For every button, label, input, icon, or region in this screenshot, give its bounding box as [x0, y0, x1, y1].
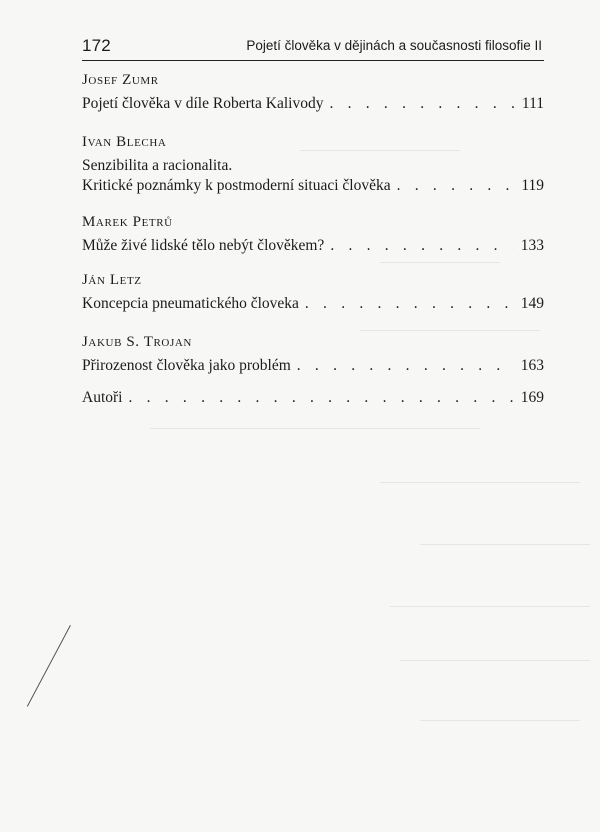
toc-title: Může živé lidské tělo nebýt člověkem?	[82, 237, 325, 254]
toc-entry	[82, 70, 544, 114]
toc-entry	[82, 212, 544, 256]
toc-entry	[82, 132, 544, 196]
toc-page-number: 149	[520, 295, 544, 312]
toc-page-number: 133	[520, 237, 544, 254]
dot-leader	[291, 356, 513, 376]
bleed-through-mark	[390, 606, 590, 607]
toc-author: Jakub S. Trojan	[82, 334, 192, 350]
toc-line[interactable]	[82, 94, 544, 114]
bleed-through-mark	[420, 544, 590, 545]
toc-author: Josef Zumr	[82, 72, 159, 88]
dot-leader	[122, 388, 512, 408]
toc-title: Přirozenost člověka jako problém	[82, 357, 291, 374]
toc-author: Ivan Blecha	[82, 134, 167, 150]
toc-title: Koncepcia pneumatického človeka	[82, 295, 299, 312]
dot-leader	[323, 94, 513, 114]
toc-page-number: 111	[521, 95, 544, 112]
toc-title: Autoři	[82, 389, 123, 406]
toc-page-number: 119	[521, 177, 544, 194]
toc-title-line: Senzibilita a racionalita.	[82, 157, 233, 174]
bleed-through-mark	[380, 482, 580, 483]
dot-leader	[299, 294, 513, 314]
toc-line[interactable]	[82, 236, 544, 256]
toc-entry	[82, 388, 544, 408]
page-number: 172	[82, 36, 111, 55]
dot-leader	[324, 236, 512, 256]
running-title: Pojetí člověka v dějinách a současnosti filosofie II	[246, 38, 542, 53]
page-header	[82, 34, 544, 61]
toc-title: Kritické poznámky k postmoderní situaci člověka	[82, 177, 391, 194]
toc-line[interactable]	[82, 356, 544, 376]
toc-page-number: 169	[520, 389, 544, 406]
bleed-through-mark	[380, 262, 500, 263]
toc-title: Pojetí člověka v díle Roberta Kalivody	[82, 95, 324, 112]
bleed-through-mark	[150, 428, 480, 429]
toc-entry	[82, 332, 544, 376]
toc-author: Marek Petrů	[82, 214, 173, 230]
toc-line[interactable]	[82, 176, 544, 196]
bleed-through-mark	[360, 330, 540, 331]
toc-line[interactable]	[82, 388, 544, 408]
dot-leader	[391, 176, 514, 196]
toc-entry	[82, 270, 544, 314]
toc-author: Ján Letz	[82, 272, 142, 288]
scan-artifact-line	[27, 625, 71, 707]
toc-page-number: 163	[520, 357, 544, 374]
toc-line[interactable]	[82, 294, 544, 314]
bleed-through-mark	[420, 720, 580, 721]
bleed-through-mark	[400, 660, 590, 661]
